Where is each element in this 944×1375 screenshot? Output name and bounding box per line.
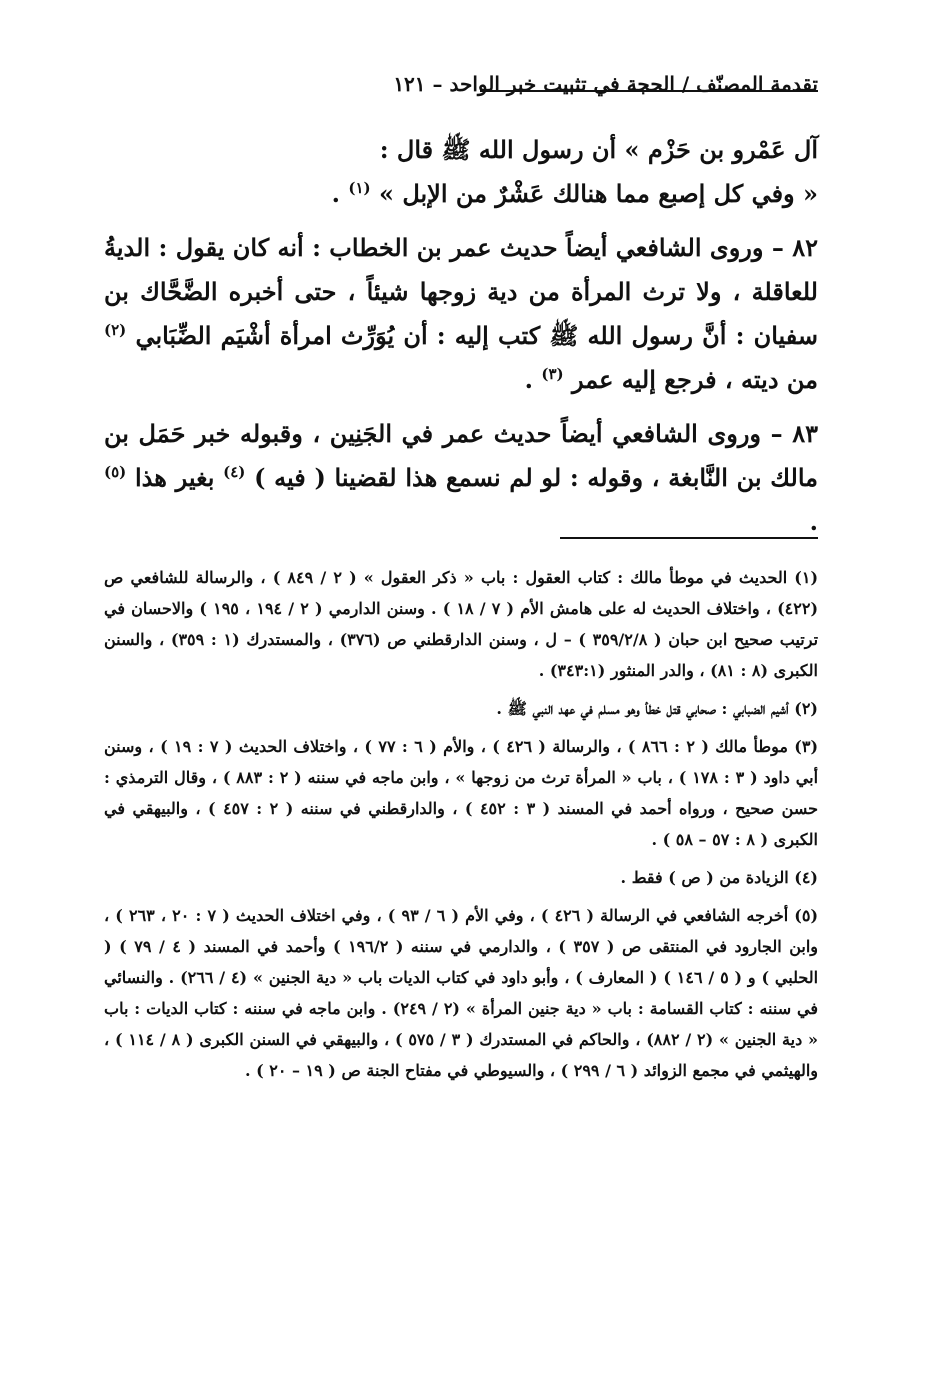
footnote-3: (٣) موطأ مالك ( ٢ : ٨٦٦ ) ، والرسالة ( ٤٢٦ ) ، والأم ( ٦ : ٧٧ ) ، واختلاف الحديث ( ٧ : ١٩ ) ، وسنن أبي داود ( ٣ : ١٧٨ ) ، باب « المرأة ترث من زوجها » ، وابن ماجه في سننه ( ٢ : ٨٨٣ ) ، وقال الترمذي : حسن صحيح ، ورواه أحمد في المسند ( ٣ : ٤٥٢ ) ، والدارقطني في سننه ( ٢ : ٤٥٧ ) ، والبيهقي في الكبرى ( ٨ : ٥٧ – ٥٨ ) . [104,737,819,849]
footnote-ref-4: (٤) [223,463,246,481]
footnote-1: (١) الحديث في موطأ مالك : كتاب العقول : باب « ذكر العقول » ( ٢ / ٨٤٩ ) ، والرسالة للشافعي ص (٤٢٢) ، واختلاف الحديث له على هامش الأم ( ٧ / ١٨ ) . وسنن الدارمي ( ٢ / ١٩٤ ، ١٩٥ ) والاحسان في ترتيب صحيح ابن حبان ( ٣٥٩/٢/٨ ) – ل ، وسنن الدارقطني ص (٣٧٦) ، والمستدرك (١ : ٣٥٩) ، والسنن الكبرى (٨ : ٨١) ، والدر المنثور (٣٤٣:١) . [104,568,819,680]
footnote-ref-2: (٢) [104,321,127,339]
paragraph-83-text: ٨٣ – وروى الشافعي أيضاً حديث عمر في الجَنِين ، وقبوله خبر حَمَل بن مالك بن النَّابغة ، وقوله : لو لم نسمع هذا لقضينا ( فيه ) [104,419,819,492]
footnotes [104,562,818,1093]
paragraph-hadith-quote [104,172,818,216]
paragraph-83 [104,412,818,544]
paragraph-end: . [809,507,818,536]
footnote-5: (٥) أخرجه الشافعي في الرسالة ( ٤٢٦ ) ، وفي الأم ( ٦ / ٩٣ ) ، وفي اختلاف الحديث ( ٧ : ٢٠ ، ٢٦٣ ) ، وابن الجارود في المنتقى ص ( ٣٥٧ ) ، والدارمي في سننه ( ١٩٦/٢ ) وأحمد في المسند ( ٤ / ٧٩ ) ( الحلبي ) و ( ٥ / ١٤٦ ) ( المعارف ) ، وأبو داود في كتاب الديات باب « دية الجنين » (٤ / ٢٦٦) . والنسائي في سننه : كتاب القسامة : باب « دية جنين المرأة » (٢ / ٢٤٩) . وابن ماجه في سننه : كتاب الديات : باب « دية الجنين » (٢ / ٨٨٢) ، والحاكم في المستدرك ( ٣ / ٥٧٥ ) ، والبيهقي في السنن الكبرى ( ٨ / ١١٤ ) ، والهيثمي في مجمع الزوائد ( ٦ / ٢٩٩ ) ، والسيوطي في مفتاح الجنة ص ( ١٩ – ٢٠ ) . [104,906,819,1080]
paragraph-82 [104,226,818,402]
footnote-2: (٢) أشيم الضبابي : صحابي قتل خطأ وهو مسلم في عهد النبي ﷺ . [496,699,818,718]
hadith-quote-text: « وفي كل إصبع مما هنالك عَشْرٌ من الإبل » [378,179,818,208]
footnote-separator [560,537,818,539]
footnote-ref-3: (٣) [541,365,564,383]
header-rule [480,90,818,92]
paragraph-end: . [524,365,542,394]
paragraph-end: . [331,179,349,208]
running-header: تقدمة المصنّف / الحجة في تثبيت خبر الواحد – ١٢١ [393,72,818,96]
footnote-ref-5: (٥) [104,463,127,481]
paragraph-amr-bin-hazm: آل عَمْرو بن حَزْم » أن رسول الله ﷺ قال : [379,135,818,164]
footnote-ref-1: (١) [348,179,371,197]
footnote-4: (٤) الزيادة من ( ص ) فقط . [620,868,818,887]
paragraph-82-text-cont: من ديته ، فرجع إليه عمر [572,365,818,394]
paragraph-83-text-cont: بغير هذا [135,463,224,492]
paragraph-82-text: ٨٢ – وروى الشافعي أيضاً حديث عمر بن الخطاب : أنه كان يقول : الديةُ للعاقلة ، ولا ترث المرأة من دية زوجها شيئاً ، حتى أخبره الضَّحَّاك بن سفيان : أنَّ رسول الله ﷺ كتب إليه : أن يُوَرِّث امرأة أشْيَم الضِّبَابي [104,233,819,350]
main-text [104,128,818,554]
